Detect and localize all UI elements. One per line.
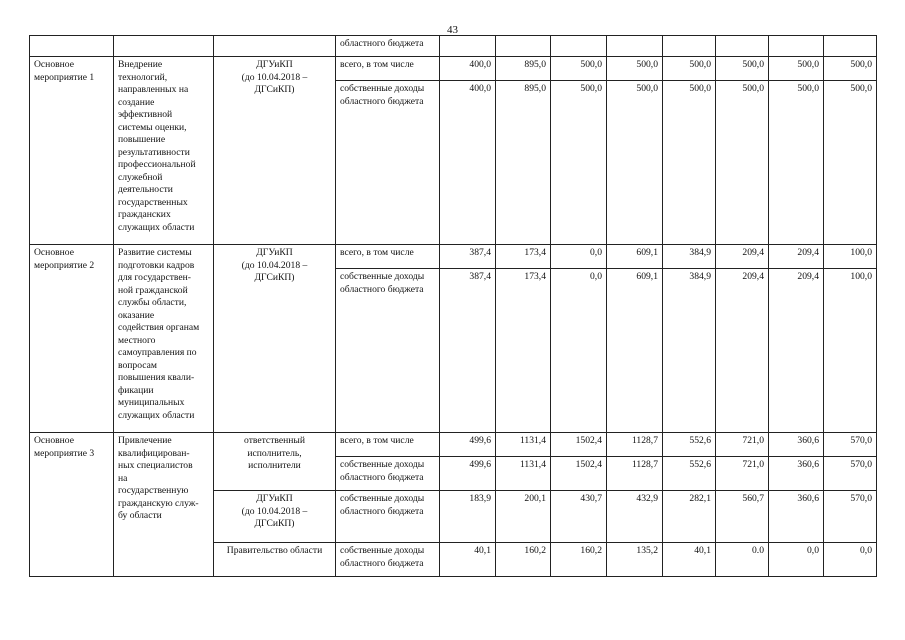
value-cell: 895,0 <box>496 81 551 245</box>
source-cell: собственные доходы областного бюджета <box>336 81 440 245</box>
value-cell: 0,0 <box>551 245 607 269</box>
table-row <box>30 57 877 81</box>
page-number: 43 <box>447 24 458 36</box>
value-cell: 173,4 <box>496 245 551 269</box>
value-cell: 0,0 <box>551 269 607 433</box>
value-cell: 499,6 <box>440 457 496 491</box>
value-cell: 499,6 <box>440 433 496 457</box>
value-cell: 609,1 <box>607 245 663 269</box>
responsible-cell: ДГУиКП (до 10.04.2018 – ДГСиКП) <box>214 57 336 245</box>
budget-table <box>29 35 877 577</box>
event-cell <box>30 36 114 57</box>
value-cell <box>663 36 716 57</box>
value-cell: 400,0 <box>440 81 496 245</box>
value-cell: 609,1 <box>607 269 663 433</box>
value-cell <box>496 36 551 57</box>
value-cell: 209,4 <box>769 245 824 269</box>
description-cell <box>114 36 214 57</box>
value-cell: 135,2 <box>607 543 663 577</box>
value-cell: 282,1 <box>663 491 716 543</box>
source-cell: всего, в том числе <box>336 57 440 81</box>
value-cell: 209,4 <box>716 245 769 269</box>
value-cell: 40,1 <box>663 543 716 577</box>
value-cell <box>716 36 769 57</box>
value-cell: 552,6 <box>663 457 716 491</box>
value-cell: 209,4 <box>716 269 769 433</box>
source-cell: собственные доходы областного бюджета <box>336 269 440 433</box>
description-cell: Привлечение квалифицирован- ных специалистов на государственную гражданскую служ- бу области <box>114 433 214 577</box>
value-cell: 500,0 <box>607 57 663 81</box>
value-cell: 1128,7 <box>607 433 663 457</box>
value-cell: 570,0 <box>824 433 877 457</box>
value-cell: 500,0 <box>716 81 769 245</box>
source-cell: собственные доходы областного бюджета <box>336 543 440 577</box>
value-cell: 360,6 <box>769 433 824 457</box>
source-cell: областного бюджета <box>336 36 440 57</box>
value-cell: 552,6 <box>663 433 716 457</box>
event-cell: Основное мероприятие 2 <box>30 245 114 433</box>
source-cell: собственные доходы областного бюджета <box>336 457 440 491</box>
event-cell: Основное мероприятие 1 <box>30 57 114 245</box>
source-cell: собственные доходы областного бюджета <box>336 491 440 543</box>
value-cell: 360,6 <box>769 457 824 491</box>
value-cell: 387,4 <box>440 269 496 433</box>
value-cell: 400,0 <box>440 57 496 81</box>
value-cell: 0,0 <box>824 543 877 577</box>
value-cell: 40,1 <box>440 543 496 577</box>
value-cell: 384,9 <box>663 269 716 433</box>
value-cell: 721,0 <box>716 457 769 491</box>
value-cell: 1502,4 <box>551 457 607 491</box>
value-cell: 500,0 <box>716 57 769 81</box>
value-cell: 500,0 <box>824 57 877 81</box>
value-cell: 100,0 <box>824 269 877 433</box>
value-cell: 173,4 <box>496 269 551 433</box>
value-cell: 360,6 <box>769 491 824 543</box>
value-cell: 160,2 <box>551 543 607 577</box>
value-cell: 500,0 <box>663 57 716 81</box>
value-cell: 384,9 <box>663 245 716 269</box>
responsible-cell <box>214 36 336 57</box>
responsible-cell: ДГУиКП (до 10.04.2018 – ДГСиКП) <box>214 245 336 433</box>
value-cell <box>824 36 877 57</box>
value-cell: 183,9 <box>440 491 496 543</box>
value-cell: 430,7 <box>551 491 607 543</box>
value-cell: 500,0 <box>824 81 877 245</box>
event-cell: Основное мероприятие 3 <box>30 433 114 577</box>
value-cell: 209,4 <box>769 269 824 433</box>
value-cell: 1502,4 <box>551 433 607 457</box>
value-cell: 560,7 <box>716 491 769 543</box>
responsible-cell: ДГУиКП (до 10.04.2018 – ДГСиКП) <box>214 491 336 543</box>
value-cell: 570,0 <box>824 491 877 543</box>
responsible-cell: Правительство области <box>214 543 336 577</box>
source-cell: всего, в том числе <box>336 433 440 457</box>
responsible-cell: ответственный исполнитель, исполнители <box>214 433 336 491</box>
value-cell <box>607 36 663 57</box>
value-cell <box>769 36 824 57</box>
value-cell: 500,0 <box>551 57 607 81</box>
table-row <box>30 433 877 457</box>
value-cell: 160,2 <box>496 543 551 577</box>
value-cell: 570,0 <box>824 457 877 491</box>
value-cell <box>440 36 496 57</box>
value-cell: 721,0 <box>716 433 769 457</box>
value-cell: 895,0 <box>496 57 551 81</box>
value-cell: 500,0 <box>663 81 716 245</box>
value-cell: 1131,4 <box>496 433 551 457</box>
value-cell: 500,0 <box>551 81 607 245</box>
value-cell: 1131,4 <box>496 457 551 491</box>
value-cell: 387,4 <box>440 245 496 269</box>
value-cell: 432,9 <box>607 491 663 543</box>
value-cell: 500,0 <box>769 57 824 81</box>
source-cell: всего, в том числе <box>336 245 440 269</box>
description-cell: Развитие системы подготовки кадров для государствен- ной гражданской службы области, оказание содействия органам местного самоуправления по вопросам повышения квали- фикации муниципальных служащих области <box>114 245 214 433</box>
value-cell: 100,0 <box>824 245 877 269</box>
table-row <box>30 245 877 269</box>
table-row-continuation <box>30 36 877 57</box>
value-cell: 0,0 <box>769 543 824 577</box>
description-cell: Внедрение технологий, направленных на создание эффективной системы оценки, повышение результативности профессиональной служебной деятельности государственных гражданских служащих области <box>114 57 214 245</box>
value-cell: 500,0 <box>769 81 824 245</box>
value-cell <box>551 36 607 57</box>
value-cell: 0.0 <box>716 543 769 577</box>
value-cell: 1128,7 <box>607 457 663 491</box>
value-cell: 200,1 <box>496 491 551 543</box>
value-cell: 500,0 <box>607 81 663 245</box>
